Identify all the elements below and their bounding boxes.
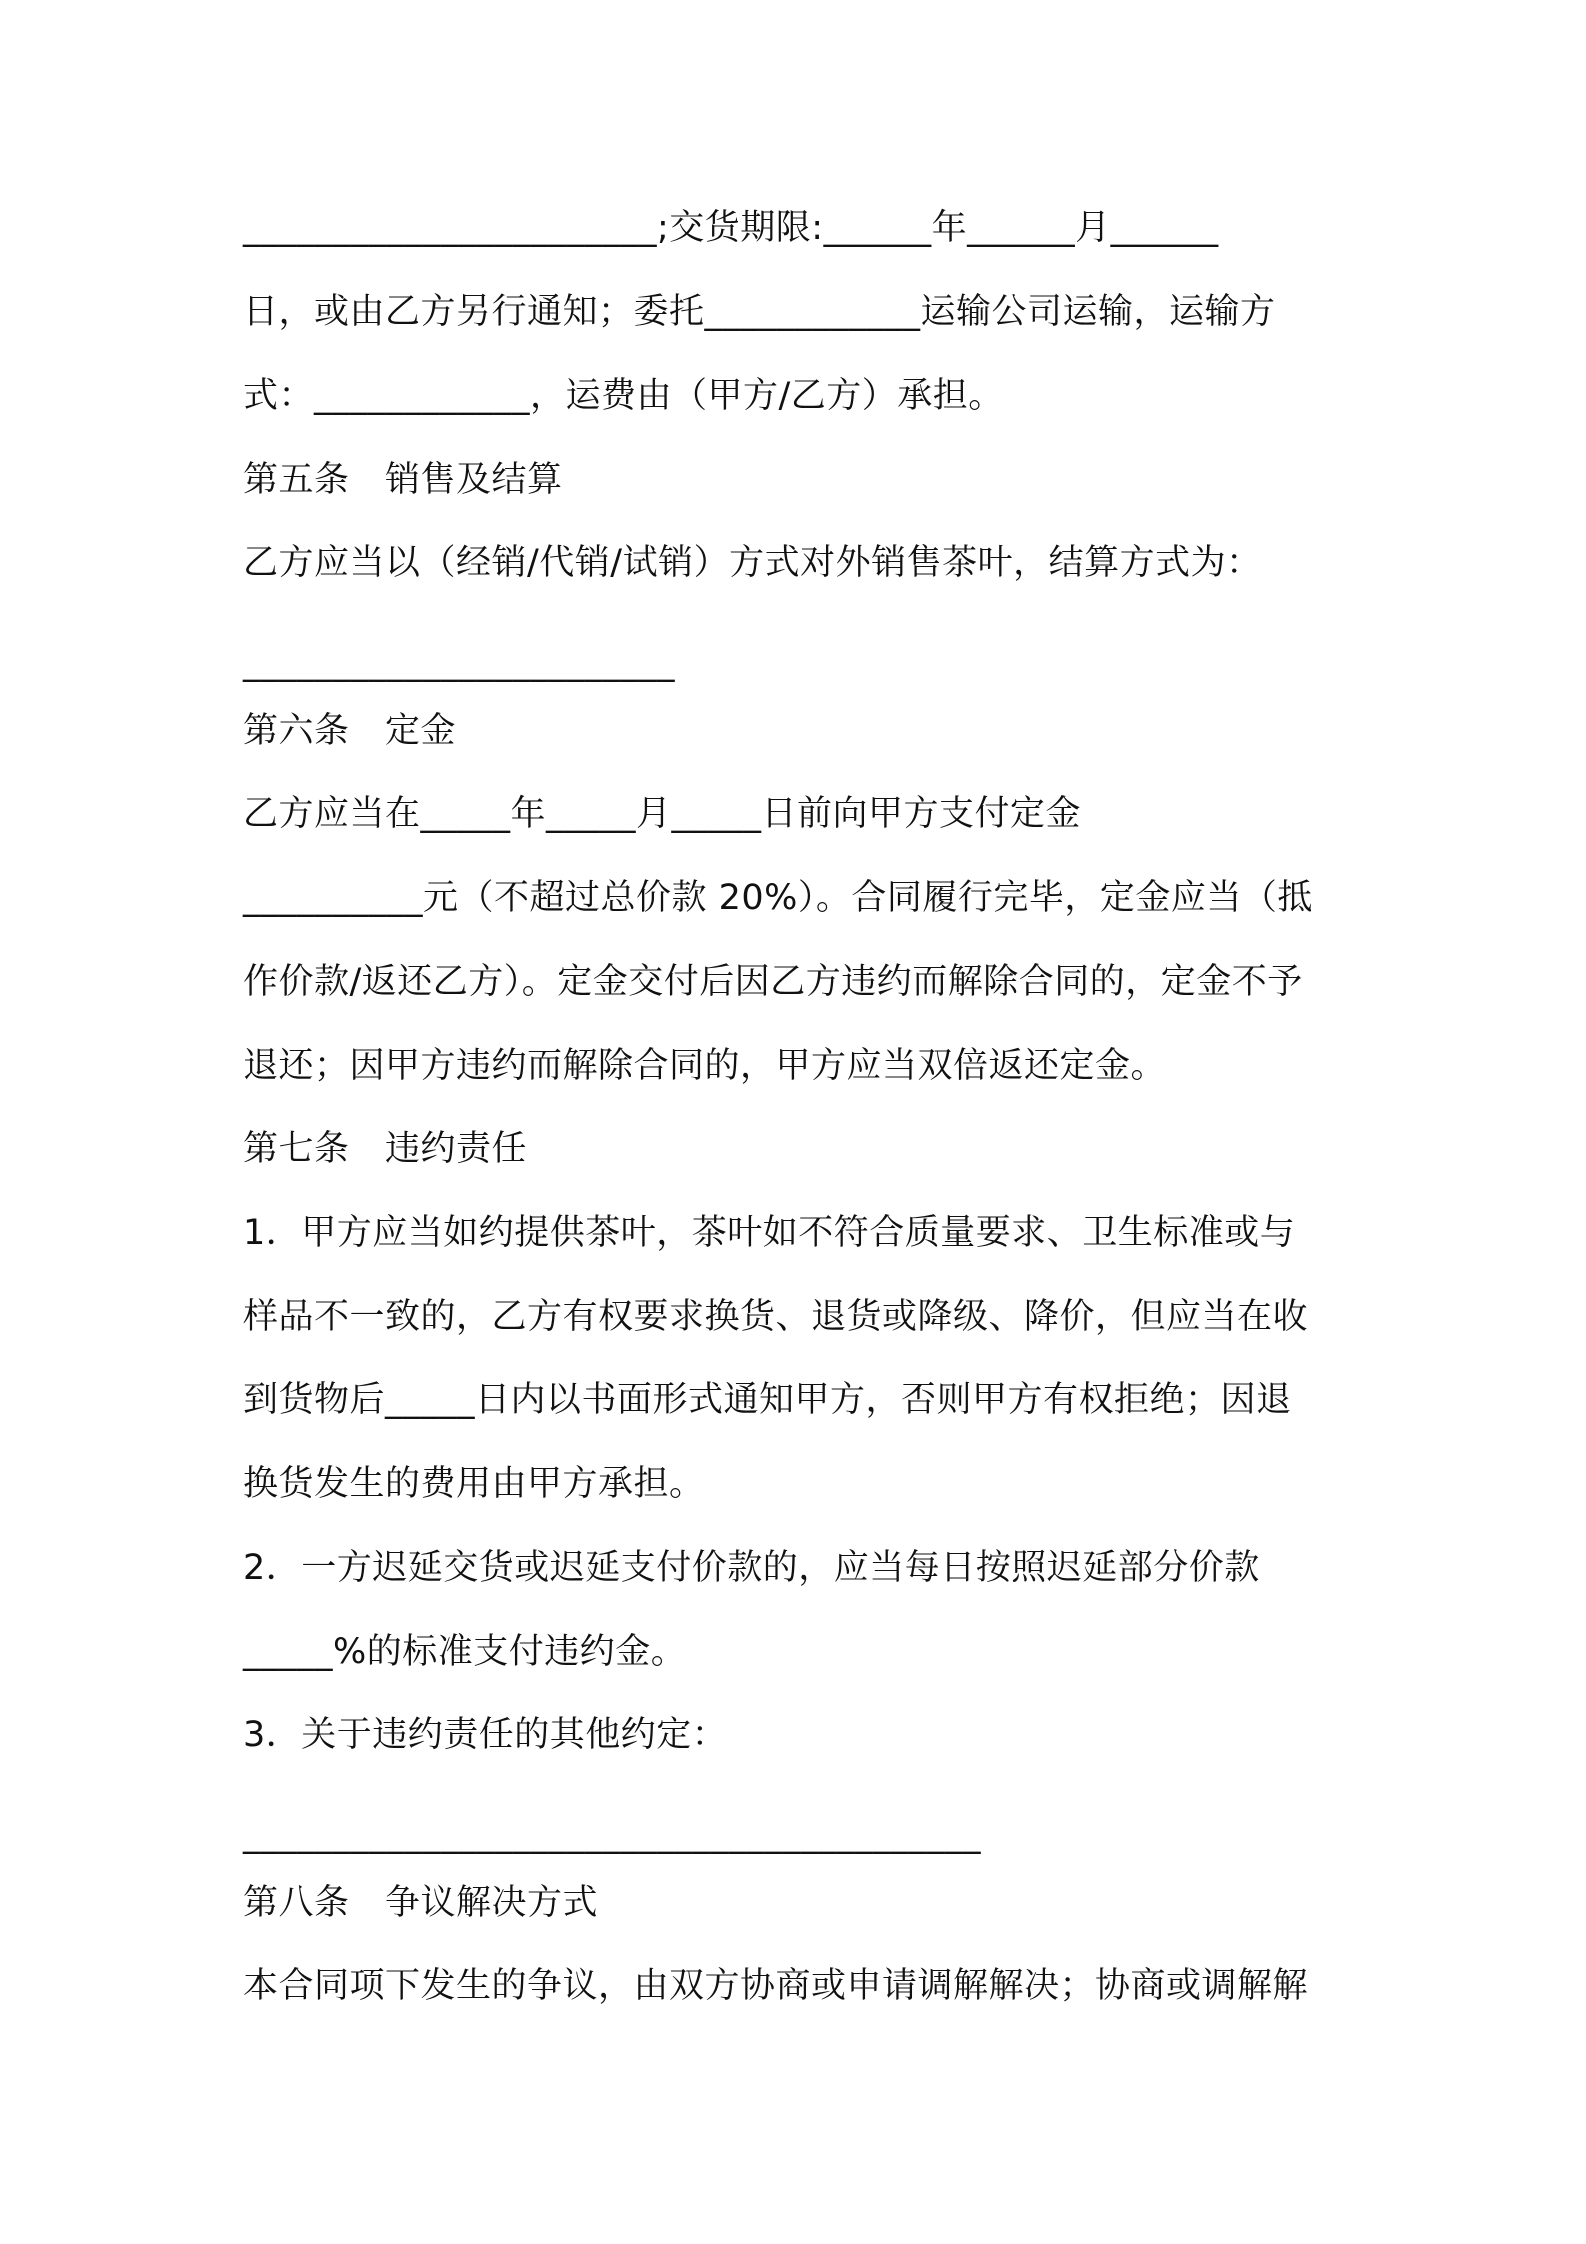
text-line-delivery-deadline: _______________________;交货期限:______年______月______: [243, 208, 1219, 248]
text-line-deposit-date: 乙方应当在_____年_____月_____日前向甲方支付定金: [243, 794, 1082, 834]
text-line-dispute-resolution: 本合同项下发生的争议，由双方协商或申请调解解决；协商或调解解: [243, 1966, 1309, 2006]
text-line-deposit-double: 退还；因甲方违约而解除合同的，甲方应当双倍返还定金。: [243, 1046, 1167, 1086]
text-line-transport-company: 日，或由乙方另行通知；委托____________运输公司运输，运输方: [243, 292, 1276, 332]
text-line-deposit-amount: __________元（不超过总价款 20%）。合同履行完毕，定金应当（抵: [243, 878, 1313, 918]
text-line-clause-3: 3．关于违约责任的其他约定：: [243, 1715, 728, 1755]
text-line-clause-1d: 换货发生的费用由甲方承担。: [243, 1464, 705, 1504]
text-line-settlement-blank: ________________________: [243, 643, 675, 683]
text-line-clause-3-blank: _________________________________________: [243, 1815, 981, 1855]
article-6-heading: 第六条 定金: [243, 711, 457, 751]
article-8-heading: 第八条 争议解决方式: [243, 1883, 599, 1923]
text-line-clause-2b: _____%的标准支付违约金。: [243, 1632, 687, 1672]
text-line-clause-2a: 2．一方迟延交货或迟延支付价款的，应当每日按照迟延部分价款: [243, 1548, 1260, 1588]
text-line-transport-method: 式：____________，运费由（甲方/乙方）承担。: [243, 376, 1004, 416]
text-line-clause-1a: 1．甲方应当如约提供茶叶，茶叶如不符合质量要求、卫生标准或与: [243, 1213, 1296, 1253]
text-line-sales-method: 乙方应当以（经销/代销/试销）方式对外销售茶叶，结算方式为：: [243, 543, 1262, 583]
article-7-heading: 第七条 违约责任: [243, 1129, 528, 1169]
article-5-heading: 第五条 销售及结算: [243, 460, 563, 500]
text-line-clause-1b: 样品不一致的，乙方有权要求换货、退货或降级、降价，但应当在收: [243, 1297, 1309, 1337]
text-line-deposit-refund: 作价款/返还乙方）。定金交付后因乙方违约而解除合同的，定金不予: [243, 962, 1303, 1002]
text-line-clause-1c: 到货物后_____日内以书面形式通知甲方，否则甲方有权拒绝；因退: [243, 1380, 1292, 1420]
